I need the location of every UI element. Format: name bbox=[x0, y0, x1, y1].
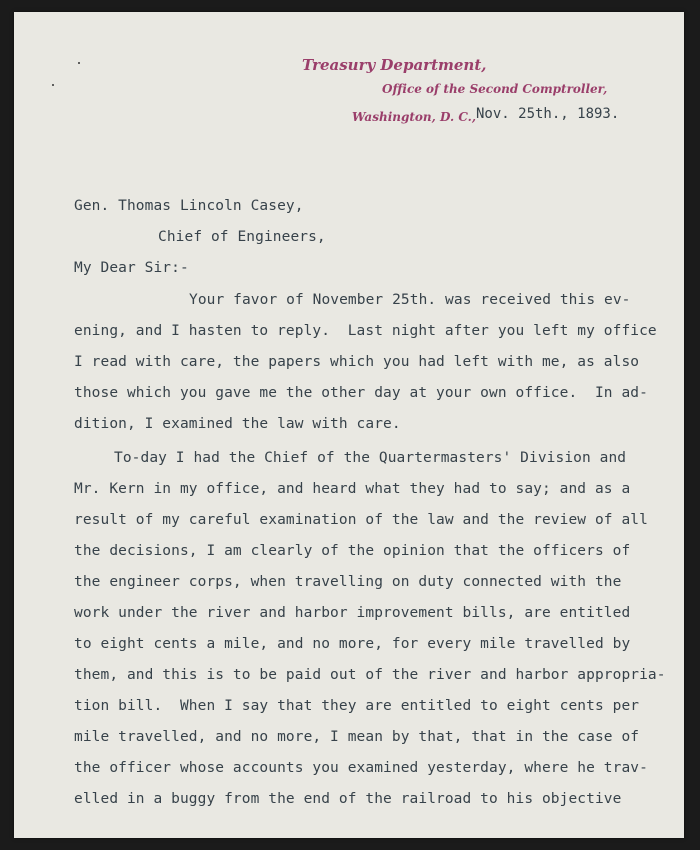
letter-date: Nov. 25th., 1893. bbox=[476, 106, 620, 122]
body-line: work under the river and harbor improvement bills, are entitled bbox=[74, 605, 631, 621]
letter-page bbox=[14, 12, 684, 838]
body-line: Your favor of November 25th. was received this ev- bbox=[189, 292, 631, 308]
salutation: My Dear Sir:- bbox=[74, 260, 189, 276]
body-line: result of my careful examination of the law and the review of all bbox=[74, 512, 648, 528]
body-line: mile travelled, and no more, I mean by that, that in the case of bbox=[74, 729, 640, 745]
body-line: the engineer corps, when travelling on duty connected with the bbox=[74, 574, 622, 590]
body-line: elled in a buggy from the end of the railroad to his objective bbox=[74, 791, 622, 807]
body-line: the officer whose accounts you examined yesterday, where he trav- bbox=[74, 760, 648, 776]
body-line: Mr. Kern in my office, and heard what they had to say; and as a bbox=[74, 481, 631, 497]
body-line: the decisions, I am clearly of the opinion that the officers of bbox=[74, 543, 631, 559]
body-line: To-day I had the Chief of the Quartermasters' Division and bbox=[114, 450, 627, 466]
body-line: I read with care, the papers which you had left with me, as also bbox=[74, 354, 640, 370]
letterhead-office: Office of the Second Comptroller, bbox=[382, 82, 608, 96]
body-line: those which you gave me the other day at your own office. In ad- bbox=[74, 385, 648, 401]
body-line: to eight cents a mile, and no more, for every mile travelled by bbox=[74, 636, 631, 652]
addressee-name: Gen. Thomas Lincoln Casey, bbox=[74, 198, 304, 214]
body-line: tion bill. When I say that they are entitled to eight cents per bbox=[74, 698, 640, 714]
ink-speck bbox=[52, 84, 54, 86]
addressee-title: Chief of Engineers, bbox=[158, 229, 326, 245]
body-line: them, and this is to be paid out of the river and harbor appropria- bbox=[74, 667, 666, 683]
letterhead-department: Treasury Department, bbox=[302, 56, 487, 74]
body-line: dition, I examined the law with care. bbox=[74, 416, 401, 432]
body-line: ening, and I hasten to reply. Last night after you left my office bbox=[74, 323, 657, 339]
ink-speck bbox=[78, 62, 80, 64]
letterhead-city: Washington, D. C., bbox=[352, 110, 477, 124]
